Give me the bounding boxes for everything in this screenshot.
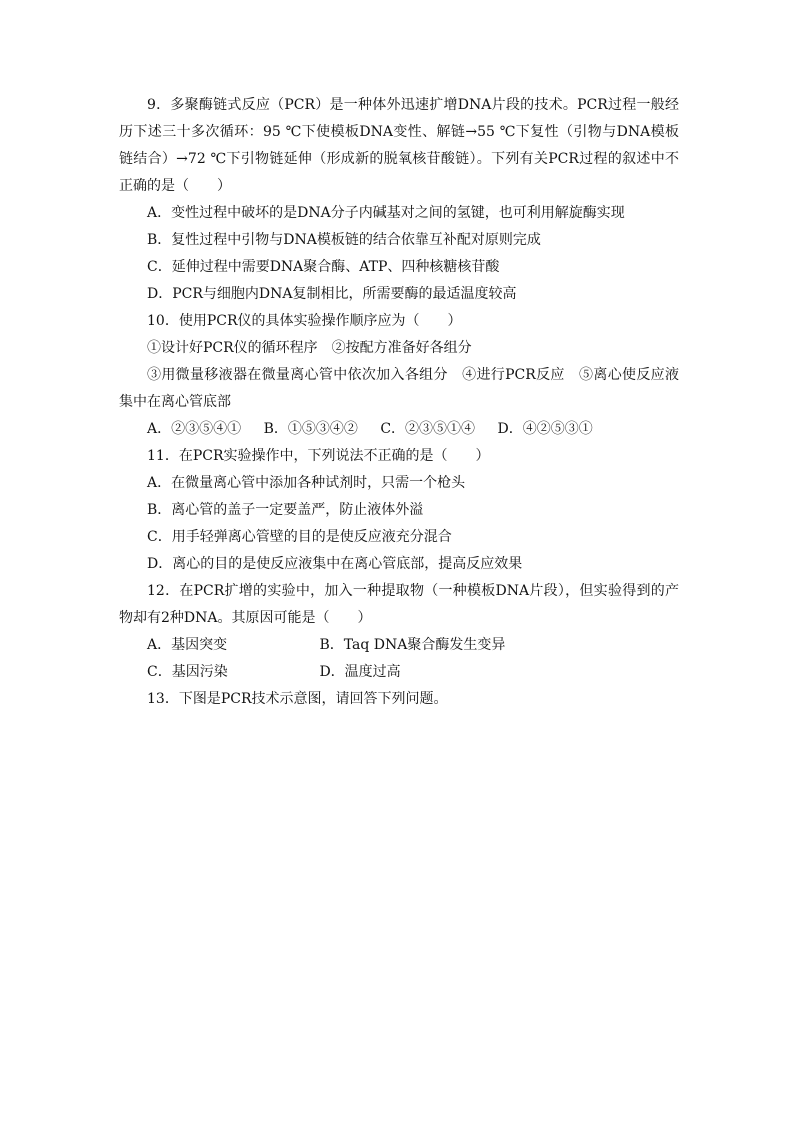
question-content xyxy=(119,92,679,713)
q10-option-a: A．②③⑤④① xyxy=(147,421,242,437)
q11-option-a: A．在微量离心管中添加各种试剂时，只需一个枪头 xyxy=(147,475,466,491)
q12-option-d: D．温度过高 xyxy=(319,664,401,680)
q10-options-row xyxy=(119,416,679,443)
q11-option-b: B．离心管的盖子一定要盖严，防止液体外溢 xyxy=(147,502,424,518)
q9-option-d: D．PCR与细胞内DNA复制相比，所需要酶的最适温度较高 xyxy=(147,286,517,302)
q12-option-c: C．基因污染 xyxy=(147,664,228,680)
q11-option-d: D．离心的目的是使反应液集中在离心管底部，提高反应效果 xyxy=(147,556,523,572)
q12-stem: 12．在PCR扩增的实验中，加入一种提取物（一种模板DNA片段），但实验得到的产物却有2种DNA。其原因可能是（ ） xyxy=(119,583,679,626)
q10-steps-line-1: ①设计好PCR仪的循环程序 ②按配方准备好各组分 xyxy=(147,340,472,356)
q12-option-a: A．基因突变 xyxy=(147,637,228,653)
q9-option-a: A．变性过程中破坏的是DNA分子内碱基对之间的氢键，也可利用解旋酶实现 xyxy=(147,205,625,221)
q13-stem: 13．下图是PCR技术示意图，请回答下列问题。 xyxy=(147,691,448,707)
q10-option-d: D．④②⑤③① xyxy=(497,421,593,437)
q11-stem: 11．在PCR实验操作中，下列说法不正确的是（ ） xyxy=(147,448,490,464)
q12-options-row-2 xyxy=(119,659,679,686)
q10-option-c: C．②③⑤①④ xyxy=(380,421,476,437)
q9-stem: 9．多聚酶链式反应（PCR）是一种体外迅速扩增DNA片段的技术。PCR过程一般经历下述三十多次循环：95 ℃下使模板DNA变性、解链→55 ℃下复性（引物与DNA模板链结合）→72 ℃下引物链延伸（形成新的脱氧核苷酸链）。下列有关PCR过程的叙述中不正确的是（ ） xyxy=(119,97,679,194)
q9-option-b: B．复性过程中引物与DNA模板链的结合依靠互补配对原则完成 xyxy=(147,232,541,248)
q10-stem: 10．使用PCR仪的具体实验操作顺序应为（ ） xyxy=(147,313,462,329)
q10-steps-line-2: ③用微量移液器在微量离心管中依次加入各组分 ④进行PCR反应 ⑤离心使反应液集中在离心管底部 xyxy=(119,367,679,410)
q11-option-c: C．用手轻弹离心管壁的目的是使反应液充分混合 xyxy=(147,529,452,545)
q12-options-row-1 xyxy=(119,632,679,659)
q9-option-c: C．延伸过程中需要DNA聚合酶、ATP、四种核糖核苷酸 xyxy=(147,259,500,275)
q10-option-b: B．①⑤③④② xyxy=(263,421,358,437)
q12-option-b: B．Taq DNA聚合酶发生变异 xyxy=(319,637,506,653)
